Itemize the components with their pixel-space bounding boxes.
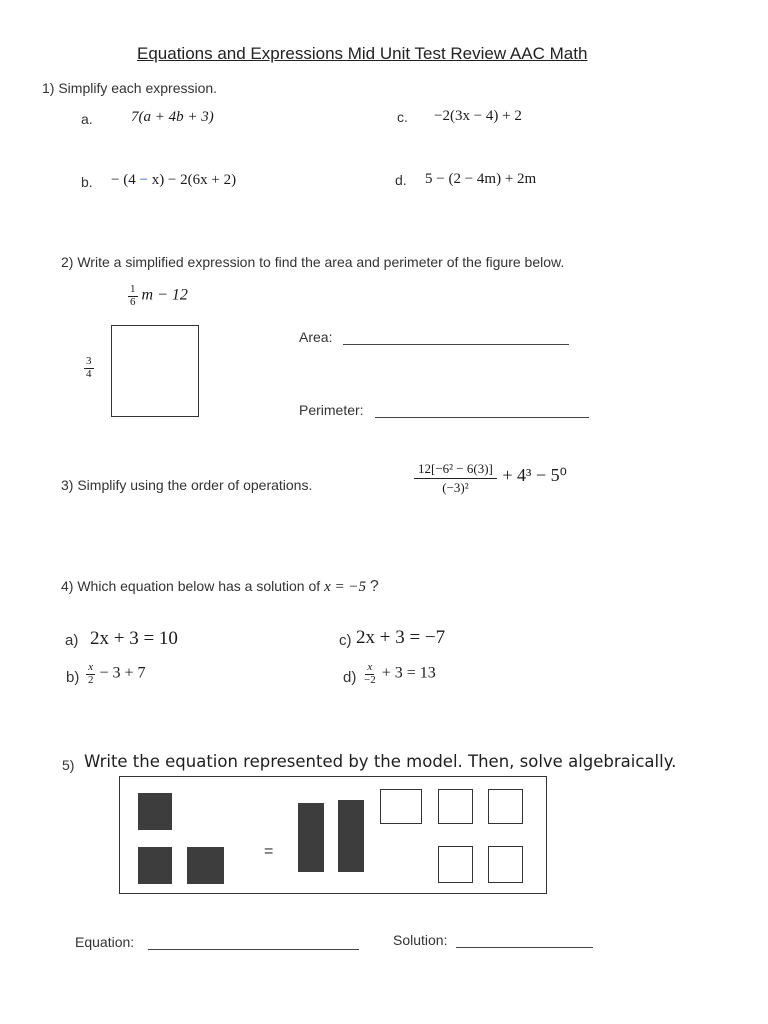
q4-a-label: a) bbox=[65, 632, 79, 649]
q4-d-expression bbox=[362, 662, 436, 686]
equals-sign: = bbox=[264, 843, 274, 860]
q3-numerator: 12[−6² − 6(3)] bbox=[414, 462, 497, 479]
q1-b-expression bbox=[111, 172, 236, 189]
long-bar-tile bbox=[338, 800, 364, 872]
q2-side-dimension bbox=[84, 356, 94, 380]
q2-perimeter-label: Perimeter: bbox=[299, 402, 364, 418]
q4-c-label: c) bbox=[339, 632, 352, 649]
q5-solution-label: Solution: bbox=[393, 932, 448, 948]
q2-top-rest: m − 12 bbox=[141, 286, 188, 304]
q5-equation-label: Equation: bbox=[75, 934, 135, 950]
q1-c-label: c. bbox=[397, 109, 408, 125]
q4-d-denominator: −2 bbox=[364, 673, 376, 686]
q2-top-dimension bbox=[128, 284, 188, 308]
q5-equation-blank[interactable] bbox=[148, 935, 359, 950]
q4-b-numerator: x bbox=[88, 661, 94, 673]
q4-c-expression: 2x + 3 = −7 bbox=[356, 627, 446, 648]
q2-side-numerator: 3 bbox=[86, 355, 92, 367]
q4-b-denominator: 2 bbox=[88, 673, 94, 686]
q2-rectangle-figure bbox=[111, 325, 199, 417]
q2-area-label: Area: bbox=[299, 329, 333, 345]
q1-b-expr-part2: x) − 2(6x + 2) bbox=[147, 172, 237, 188]
q1-c-expression: −2(3x − 4) + 2 bbox=[434, 108, 522, 124]
q2-top-denominator: 6 bbox=[130, 295, 136, 308]
x-tile bbox=[187, 847, 224, 884]
q4-a-expression: 2x + 3 = 10 bbox=[90, 628, 178, 649]
q1-d-expression: 5 − (2 − 4m) + 2m bbox=[425, 171, 537, 187]
unit-tile bbox=[488, 789, 523, 824]
q3-prompt: 3) Simplify using the order of operations. bbox=[61, 477, 313, 493]
q4-prompt-math: x = −5 bbox=[324, 579, 366, 595]
q4-d-rest: + 3 = 13 bbox=[381, 664, 436, 682]
q1-prompt: 1) Simplify each expression. bbox=[42, 80, 218, 96]
q2-side-denominator: 4 bbox=[86, 367, 92, 380]
q1-a-label: a. bbox=[81, 111, 93, 127]
q5-prompt: Write the equation represented by the model. Then, solve algebraically. bbox=[84, 752, 677, 771]
q1-d-label: d. bbox=[395, 172, 407, 188]
q4-prompt-end: ? bbox=[369, 578, 379, 595]
q2-area-blank[interactable] bbox=[343, 330, 569, 345]
q5-solution-blank[interactable] bbox=[456, 933, 593, 948]
q4-d-numerator: x bbox=[367, 661, 373, 673]
q2-top-numerator: 1 bbox=[130, 283, 136, 295]
algebra-tile-model bbox=[119, 776, 547, 894]
q3-rest: + 4³ − 5⁰ bbox=[502, 465, 567, 486]
q2-prompt: 2) Write a simplified expression to find the area and perimeter of the figure below. bbox=[61, 254, 565, 270]
long-bar-tile bbox=[298, 803, 324, 872]
q4-b-label: b) bbox=[66, 669, 80, 686]
unit-tile bbox=[488, 846, 523, 883]
page-title: Equations and Expressions Mid Unit Test Review AAC Math bbox=[137, 44, 588, 63]
q4-prompt bbox=[61, 578, 379, 596]
q1-b-expr-minus: − bbox=[139, 172, 148, 188]
q3-expression bbox=[414, 462, 567, 494]
q1-a-expression: 7(a + 4b + 3) bbox=[131, 109, 214, 125]
unit-tile bbox=[438, 846, 473, 883]
q1-b-expr-part1: − (4 bbox=[111, 172, 140, 188]
x-tile bbox=[138, 847, 172, 884]
q4-prompt-text: 4) Which equation below has a solution of bbox=[61, 578, 321, 594]
q2-perimeter-blank[interactable] bbox=[375, 403, 589, 418]
q1-b-label: b. bbox=[81, 174, 93, 190]
q3-denominator: (−3)² bbox=[442, 479, 469, 495]
x-tile bbox=[138, 793, 172, 830]
unit-tile bbox=[380, 789, 422, 824]
q4-b-rest: − 3 + 7 bbox=[99, 664, 146, 682]
q4-d-label: d) bbox=[343, 669, 357, 686]
q5-number: 5) bbox=[62, 757, 75, 773]
q4-b-expression bbox=[86, 662, 146, 686]
unit-tile bbox=[438, 789, 473, 824]
